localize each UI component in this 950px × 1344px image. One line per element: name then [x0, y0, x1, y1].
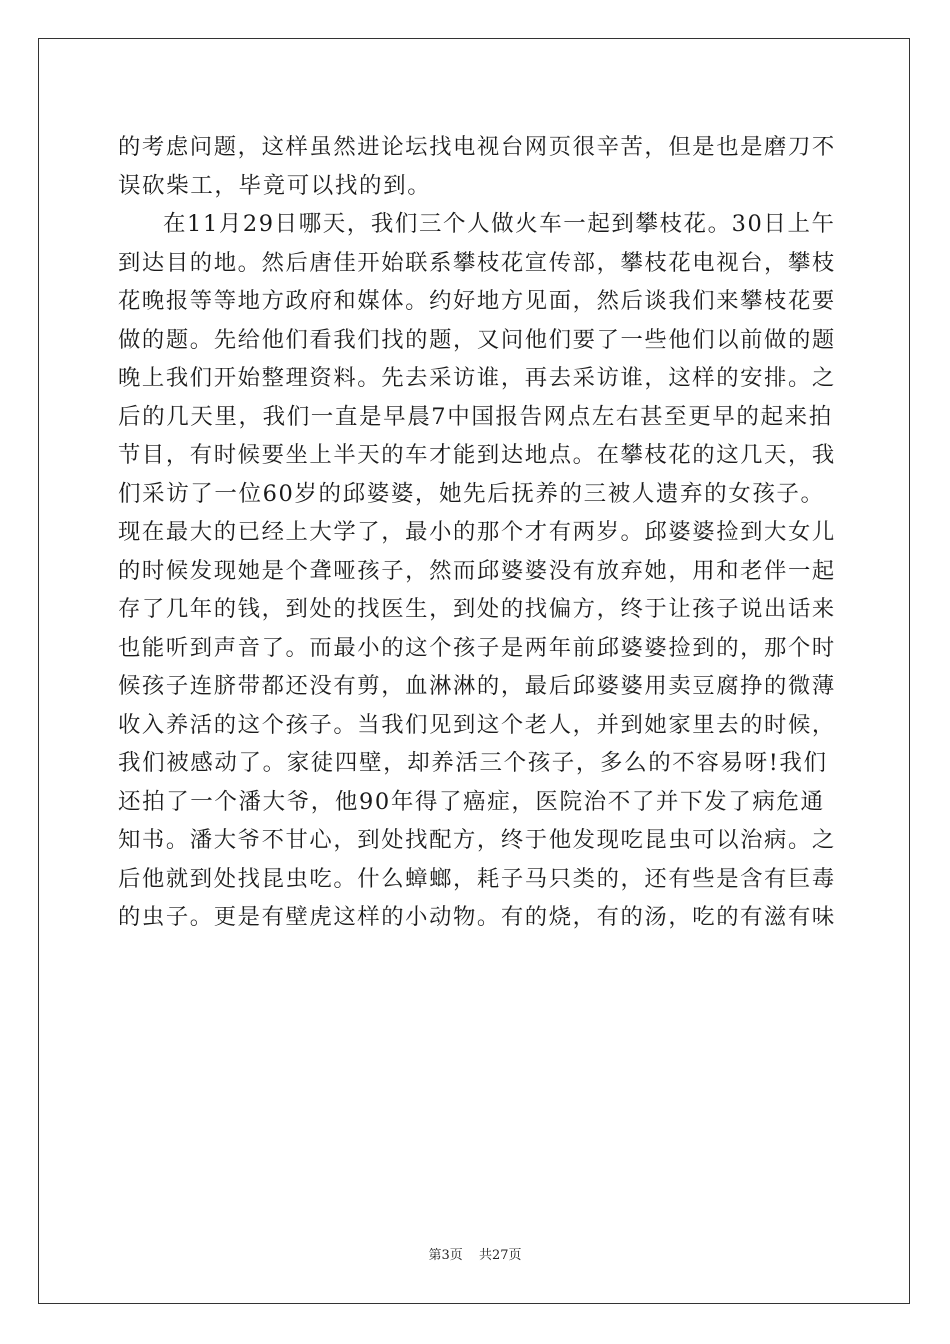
text-line: 的虫子。更是有壁虎这样的小动物。有的烧，有的汤，吃的有滋有味: [118, 904, 836, 930]
paragraph-1: [118, 128, 836, 205]
text-line: 收入养活的这个孩子。当我们见到这个老人，并到她家里去的时候，: [118, 711, 836, 738]
text-line: 的时候发现她是个聋哑孩子，然而邱婆婆没有放弃她，用和老伴一起: [118, 557, 836, 584]
text-line: 节目，有时候要坐上半天的车才能到达地点。在攀枝花的这几天，我: [118, 442, 836, 468]
text-line: 的考虑问题，这样虽然进论坛找电视台网页很辛苦，但是也是磨刀不: [118, 134, 836, 160]
page-total: 共27页: [478, 1248, 522, 1263]
text-line: 还拍了一个潘大爷，他90年得了癌症，医院治不了并下发了病危通: [118, 788, 825, 815]
text-line: 晚上我们开始整理资料。先去采访谁，再去采访谁，这样的安排。之: [118, 365, 836, 391]
text-line: 到达目的地。然后唐佳开始联系攀枝花宣传部，攀枝花电视台，攀枝: [118, 249, 836, 276]
text-line: 后他就到处找昆虫吃。什么蟑螂，耗子马只类的，还有些是含有巨毒: [118, 865, 836, 892]
text-line: 现在最大的已经上大学了，最小的那个才有两岁。邱婆婆捡到大女儿: [118, 519, 836, 545]
text-line: 们采访了一位60岁的邱婆婆，她先后抚养的三被人遗弃的女孩子。: [118, 480, 825, 507]
text-line: 也能听到声音了。而最小的这个孩子是两年前邱婆婆捡到的，那个时: [118, 634, 836, 661]
text-line: 后的几天里，我们一直是早晨7中国报告网点左右甚至更早的起来拍: [118, 403, 833, 430]
text-line: 做的题。先给他们看我们找的题，又问他们要了一些他们以前做的题: [118, 326, 836, 353]
page-footer: [0, 1244, 950, 1263]
text-line: 知书。潘大爷不甘心，到处找配方，终于他发现吃昆虫可以治病。之: [118, 827, 836, 853]
text-line: 存了几年的钱，到处的找医生，到处的找偏方，终于让孩子说出话来: [118, 596, 836, 622]
text-line: 在11月29日哪天，我们三个人做火车一起到攀枝花。30日上午: [163, 211, 836, 237]
text-line: 误砍柴工，毕竟可以找的到。: [118, 172, 432, 199]
document-body: [118, 128, 836, 937]
text-line: 我们被感动了。家徒四壁，却养活三个孩子，多么的不容易呀!我们: [118, 750, 828, 776]
text-line: 候孩子连脐带都还没有剪，血淋淋的，最后邱婆婆用卖豆腐挣的微薄: [118, 673, 836, 699]
page-number: 第3页: [428, 1248, 463, 1263]
paragraph-2: [118, 205, 836, 937]
text-line: 花晚报等等地方政府和媒体。约好地方见面，然后谈我们来攀枝花要: [118, 288, 836, 314]
